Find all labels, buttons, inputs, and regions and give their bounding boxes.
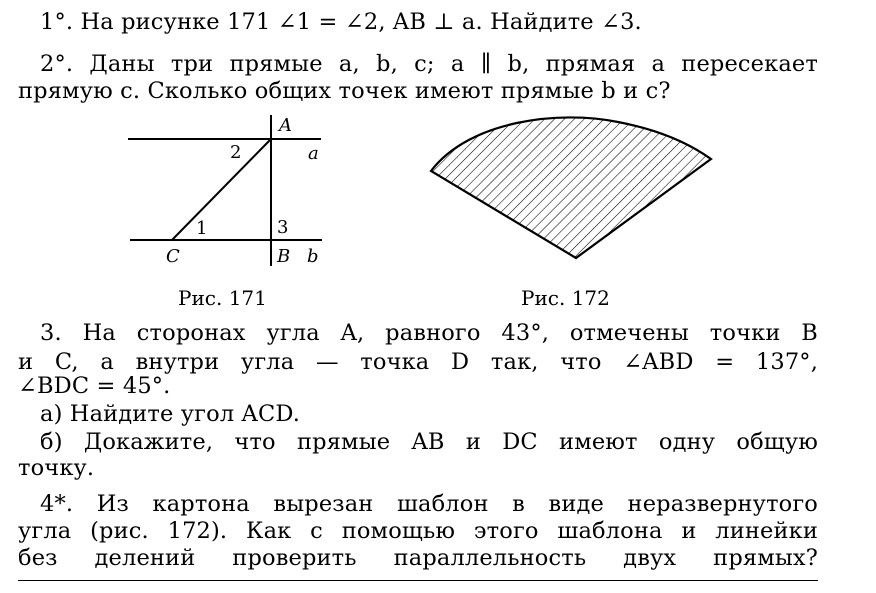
problem-3-line-3: ∠BDC = 45°.	[18, 373, 171, 399]
figure-171-caption: Рис. 171	[178, 286, 267, 310]
problem-3-line-2: и C, а внутри угла — точка D так, что ∠ABD = 137°,	[18, 349, 818, 375]
label-angle-3: 3	[277, 217, 289, 238]
label-B: B	[277, 246, 291, 267]
problem-4-line-2: угла (рис. 172). Как с помощью этого шаблона и линейки	[18, 518, 818, 544]
problem-1-text: 1°. На рисунке 171 ∠1 = ∠2, AB ⊥ a. Найдите ∠3.	[40, 9, 642, 35]
problem-2-line-2: прямую c. Сколько общих точек имеют прямые b и c?	[18, 78, 671, 104]
problem-3-part-a: а) Найдите угол ACD.	[40, 401, 301, 427]
label-A: A	[279, 115, 292, 136]
label-b: b	[307, 246, 319, 267]
problem-3-part-b-line-2: точку.	[18, 455, 95, 481]
problem-3-line-1: 3. На сторонах угла A, равного 43°, отмечены точки B	[40, 320, 818, 346]
bottom-rule	[18, 580, 818, 581]
problem-4-line-1: 4*. Из картона вырезан шаблон в виде неразвернутого	[40, 491, 818, 517]
problem-3-part-b-line-1: б) Докажите, что прямые AB и DC имеют одну общую	[40, 429, 818, 455]
figure-172-template	[431, 117, 711, 258]
label-a: a	[308, 143, 319, 164]
label-angle-2: 2	[230, 142, 242, 163]
label-angle-1: 1	[196, 218, 208, 239]
problem-4-line-3: без делений проверить параллельность двух прямых?	[18, 545, 818, 571]
segment-ac	[172, 139, 271, 240]
problem-2-line-1: 2°. Даны три прямые a, b, c; a ∥ b, прямая a пересекает	[40, 51, 818, 77]
label-C: C	[166, 246, 180, 267]
figure-172-caption: Рис. 172	[521, 286, 610, 310]
